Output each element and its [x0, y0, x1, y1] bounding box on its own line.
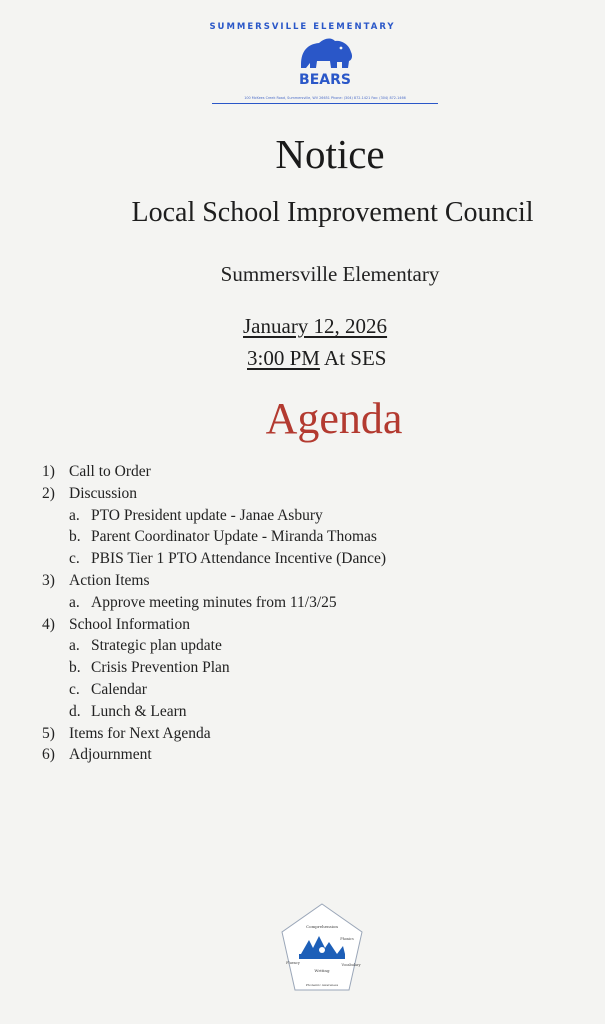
meeting-location: At SES: [324, 346, 387, 370]
agenda-subitem-letter: c.: [69, 680, 80, 698]
agenda-subitem-letter: d.: [69, 702, 81, 720]
agenda-item: [42, 744, 386, 766]
agenda-item: [42, 570, 386, 592]
agenda-subitem-letter: b.: [69, 659, 81, 677]
meeting-time-line: [247, 346, 386, 371]
seal-word-fluency: Fluency: [286, 961, 300, 965]
agenda-item-number: 3): [42, 571, 55, 589]
page-title: Notice: [275, 131, 385, 177]
agenda-subitem-letter: b.: [69, 528, 81, 546]
council-name: Local School Improvement Council: [131, 197, 534, 228]
agenda-subitem: [42, 548, 386, 570]
agenda-item-number: 6): [42, 746, 55, 764]
agenda-item-label: Call to Order: [69, 463, 151, 480]
agenda-subitem-label: Lunch & Learn: [91, 702, 187, 720]
agenda-item-label: Items for Next Agenda: [69, 724, 211, 742]
seal-word-phonics: Phonics: [340, 937, 354, 941]
agenda-title: Agenda: [265, 394, 403, 443]
agenda-item-label: School Information: [69, 615, 190, 633]
agenda-item-number: 1): [42, 463, 55, 480]
meeting-time: 3:00 PM: [247, 346, 320, 370]
agenda-item-number: 5): [42, 724, 55, 742]
agenda-subitem-label: Parent Coordinator Update - Miranda Thomas: [91, 528, 377, 546]
agenda-item-number: 4): [42, 615, 55, 633]
agenda-subitem: [42, 679, 386, 701]
agenda-subitem: [42, 701, 386, 723]
agenda-subitem-letter: a.: [69, 637, 80, 655]
agenda-item: [42, 483, 386, 505]
agenda-subitem-letter: a.: [69, 593, 80, 611]
agenda-item-label: Discussion: [69, 484, 138, 502]
agenda-subitem-label: Approve meeting minutes from 11/3/25: [91, 593, 337, 611]
seal-word-phonemic-awareness: Phonemic Awareness: [305, 983, 339, 987]
agenda-subitem-label: Crisis Prevention Plan: [91, 659, 230, 677]
agenda-subitem: [42, 592, 386, 614]
meeting-date: January 12, 2026: [243, 314, 388, 338]
seal-word-vocabulary: Vocabulary: [341, 963, 361, 967]
agenda-subitem: [42, 505, 386, 527]
agenda-item-label: Action Items: [69, 571, 150, 589]
agenda-subitem-label: Calendar: [91, 680, 147, 698]
school-seal-icon: [279, 902, 365, 994]
agenda-subitem-letter: a.: [69, 506, 80, 524]
agenda-item: [42, 461, 386, 483]
seal-word-writing: Writing: [314, 968, 330, 973]
agenda-item-number: 2): [42, 484, 55, 502]
agenda-list: [42, 461, 386, 766]
agenda-subitem-letter: c.: [69, 550, 80, 568]
agenda-subitem-label: PTO President update - Janae Asbury: [91, 506, 323, 524]
agenda-subitem-label: PBIS Tier 1 PTO Attendance Incentive (Dance): [91, 550, 387, 568]
agenda-item: [42, 614, 386, 636]
letterhead-address: 100 McKees Creek Road, Summersville, WV 26651 Phone: (304) 872-1421 Fax: (304) 872-1466: [212, 96, 438, 104]
agenda-subitem: [42, 657, 386, 679]
letterhead-school-name: SUMMERSVILLE ELEMENTARY: [209, 22, 396, 32]
agenda-item: [42, 723, 386, 745]
agenda-subitem: [42, 635, 386, 657]
letterhead-mascot: BEARS: [299, 72, 351, 88]
seal-word-comprehension: Comprehension: [306, 924, 338, 929]
school-name: Summersville Elementary: [220, 262, 440, 286]
agenda-subitem-label: Strategic plan update: [91, 637, 222, 655]
agenda-item-label: Adjournment: [69, 746, 152, 764]
bear-icon: [297, 34, 355, 70]
agenda-subitem: [42, 526, 386, 548]
